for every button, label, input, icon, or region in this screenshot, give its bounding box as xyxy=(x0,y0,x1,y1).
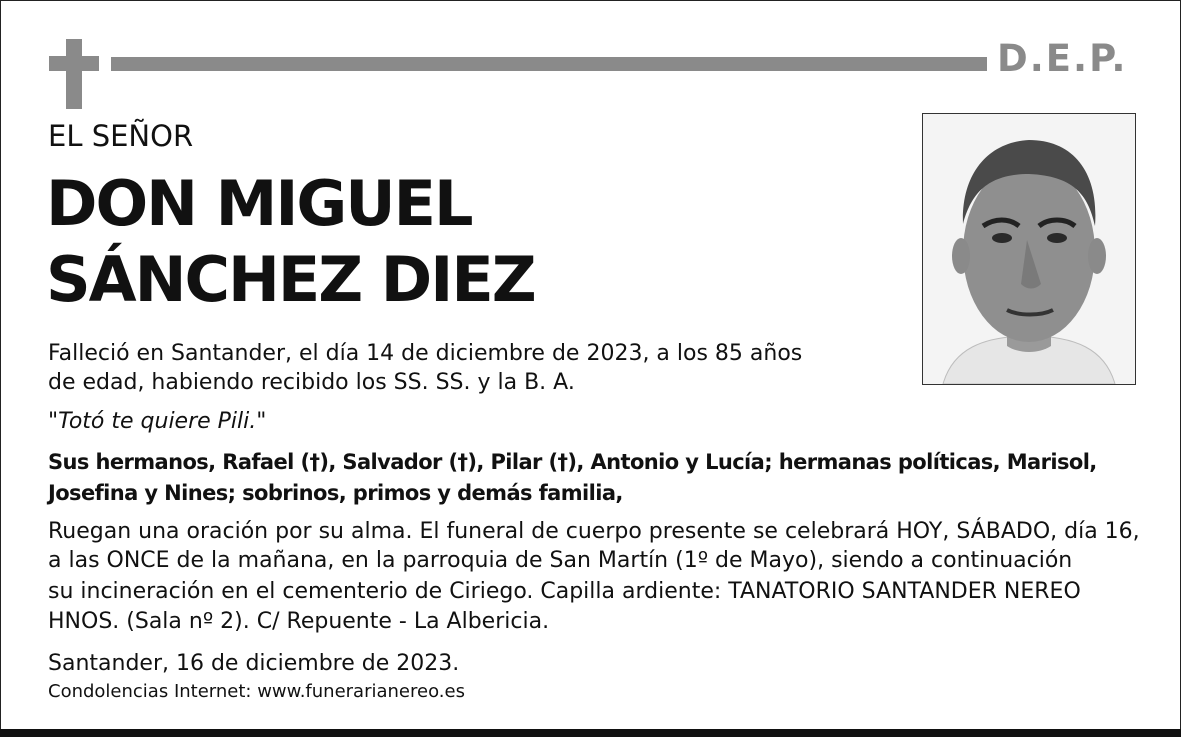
request-line-1: Ruegan una oración por su alma. El funeral de cuerpo presente se celebrará HOY, SÁBADO, día 16, xyxy=(48,519,1140,544)
cross-icon xyxy=(66,39,82,109)
bottom-border xyxy=(0,729,1181,737)
request-line-3: su incineración en el cementerio de Ciriego. Capilla ardiente: TANATORIO SANTANDER NEREO xyxy=(48,579,1081,604)
dedication-quote: "Totó te quiere Pili." xyxy=(48,409,267,434)
family-line-1: Sus hermanos, Rafael (†), Salvador (†), Pilar (†), Antonio y Lucía; hermanas políticas, Marisol, xyxy=(48,450,1097,474)
deceased-name xyxy=(46,166,535,318)
place-date: Santander, 16 de diciembre de 2023. xyxy=(48,651,460,676)
family-line-2: Josefina y Nines; sobrinos, primos y demás familia, xyxy=(48,481,623,505)
request-line-4: HNOS. (Sala nº 2). C/ Repuente - La Albericia. xyxy=(48,609,550,634)
portrait-photo xyxy=(922,113,1136,385)
portrait-image xyxy=(923,114,1135,384)
condolences-line: Condolencias Internet: www.funerarianereo.es xyxy=(48,681,465,702)
header-rule xyxy=(111,57,987,71)
death-info-line-2: de edad, habiendo recibido los SS. SS. y la B. A. xyxy=(48,370,575,395)
cross-icon-arm xyxy=(49,56,99,71)
name-line-1: DON MIGUEL xyxy=(46,167,472,240)
request-line-2: a las ONCE de la mañana, en la parroquia de San Martín (1º de Mayo), siendo a continuación xyxy=(48,548,1073,573)
name-line-2: SÁNCHEZ DIEZ xyxy=(46,243,535,316)
death-info-line-1: Falleció en Santander, el día 14 de diciembre de 2023, a los 85 años xyxy=(48,341,803,366)
honorific: EL SEÑOR xyxy=(48,119,194,153)
dep-label: D.E.P. xyxy=(997,37,1128,80)
